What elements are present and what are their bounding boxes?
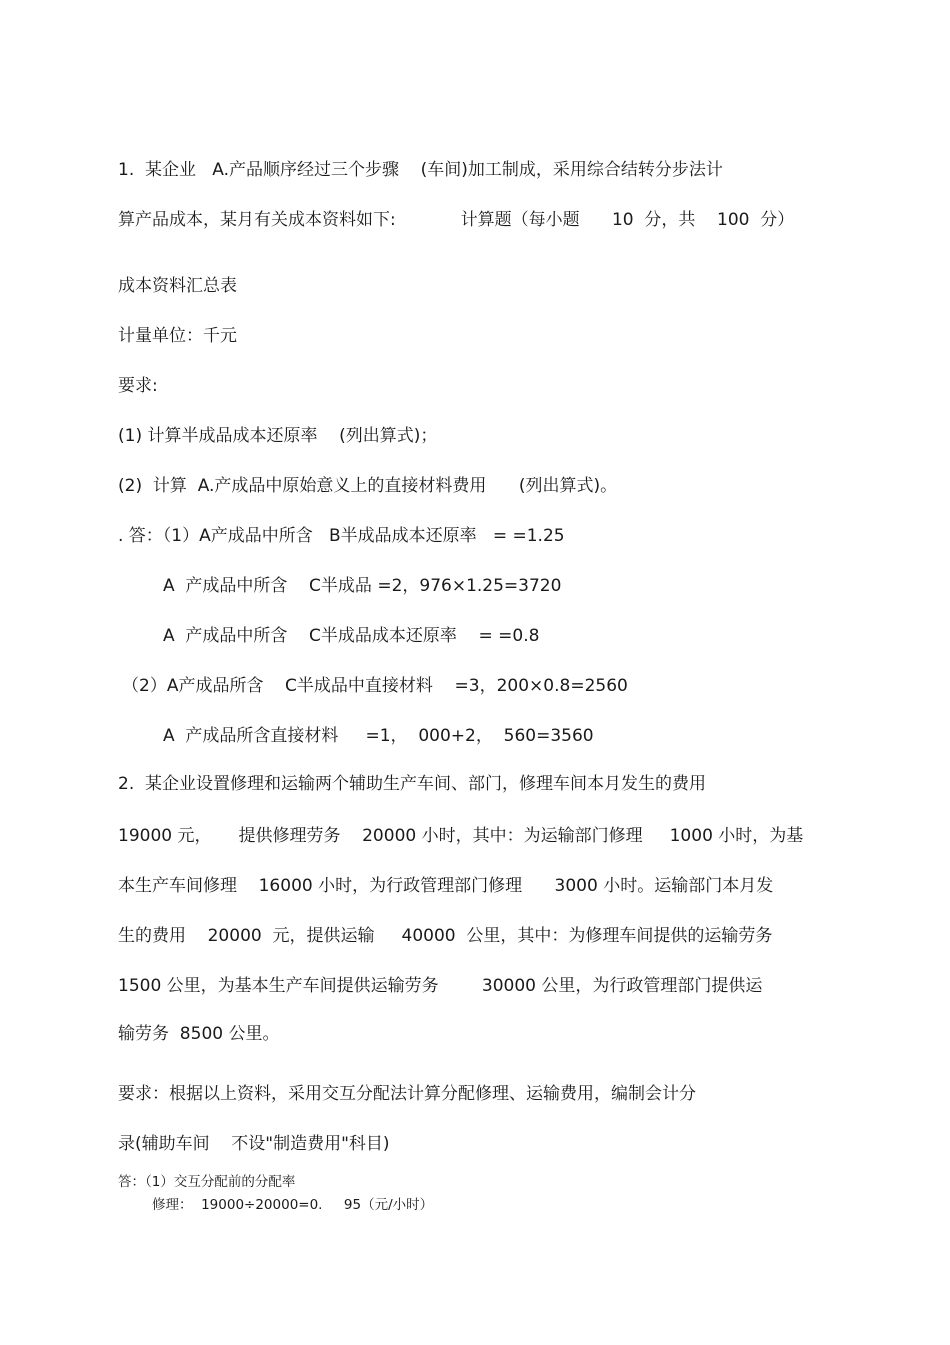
answer-1-line-1: . 答：（1）A产成品中所含 B半成品成本还原率 = =1.25 (118, 526, 565, 546)
q1-line-2: 算产品成本，某月有关成本资料如下: 计算题（每小题 10 分，共 100 分） (118, 210, 795, 230)
q2-line-3: 本生产车间修理 16000 小时，为行政管理部门修理 3000 小时。运输部门本月发 (118, 876, 774, 896)
q2-line-5: 1500 公里，为基本生产车间提供运输劳务 30000 公里，为行政管理部门提供运 (118, 976, 763, 996)
unit-line: 计量单位：千元 (118, 326, 237, 346)
requirement-2: (2) 计算 A.产成品中原始意义上的直接材料费用 (列出算式)。 (118, 476, 618, 496)
table-title: 成本资料汇总表 (118, 276, 237, 296)
answer-1-line-3: A 产成品中所含 C半成品成本还原率 = =0.8 (163, 626, 540, 646)
answer-2-line-1: （2）A产成品所含 C半成品中直接材料 =3，200×0.8=2560 (122, 676, 628, 696)
q2-answer-heading: 答：（1）交互分配前的分配率 (118, 1174, 296, 1190)
q2-line-1: 2. 某企业设置修理和运输两个辅助生产车间、部门，修理车间本月发生的费用 (118, 774, 707, 794)
requirement-1: (1) 计算半成品成本还原率 (列出算式)； (118, 426, 438, 446)
answer-2-line-2: A 产成品所含直接材料 =1， 000+2， 560=3560 (163, 726, 594, 746)
q2-line-2: 19000 元， 提供修理劳务 20000 小时，其中：为运输部门修理 1000 小时，为基 (118, 826, 804, 846)
answer-1-line-2: A 产成品中所含 C半成品 =2，976×1.25=3720 (163, 576, 562, 596)
q2-line-4: 生的费用 20000 元，提供运输 40000 公里，其中：为修理车间提供的运输劳务 (118, 926, 773, 946)
q2-answer-repair-rate: 修理： 19000÷20000=0. 95（元/小时） (152, 1197, 434, 1213)
q2-requirement-line-2: 录(辅助车间 不设"制造费用"科目) (118, 1134, 390, 1154)
requirement-heading: 要求: (118, 376, 158, 396)
q2-line-6: 输劳务 8500 公里。 (118, 1024, 280, 1044)
q2-requirement-line-1: 要求：根据以上资料，采用交互分配法计算分配修理、运输费用，编制会计分 (118, 1084, 696, 1104)
q1-line-1: 1. 某企业 A.产品顺序经过三个步骤 (车间)加工制成，采用综合结转分步法计 (118, 160, 723, 180)
